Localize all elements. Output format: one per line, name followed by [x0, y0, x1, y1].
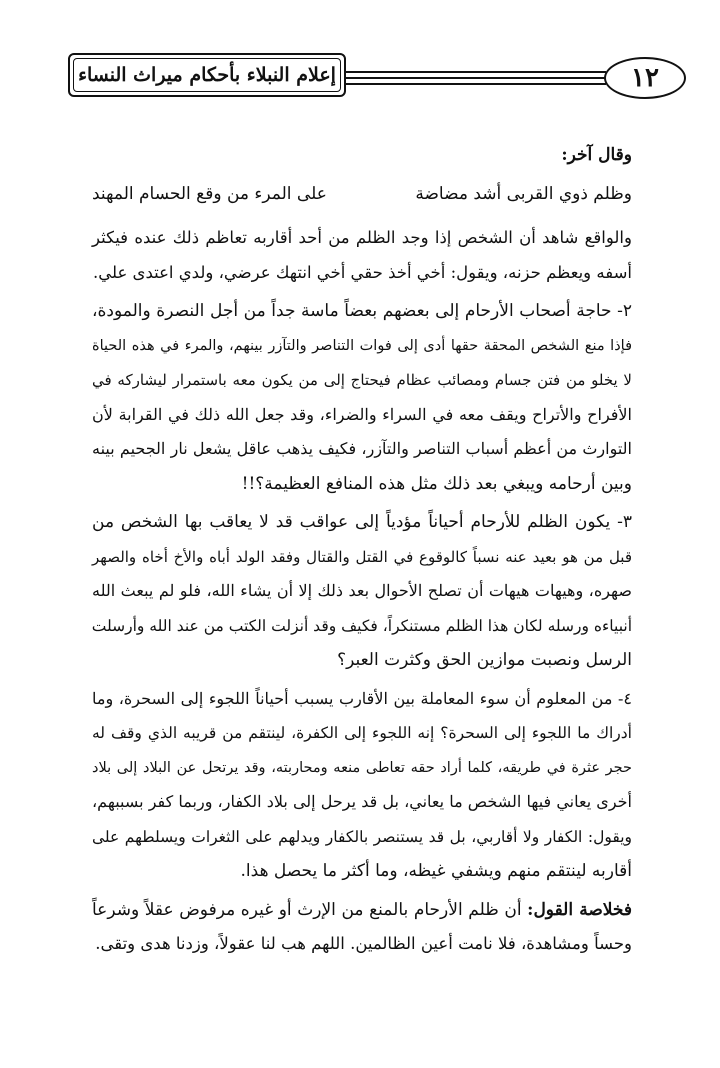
- text-line: فإذا منع الشخص المحقة حقها أدى إلى فوات التناصر والتآزر بينهم، والمرء في هذه الحياة: [92, 337, 632, 354]
- verse-intro: وقال آخر:: [561, 145, 632, 165]
- text-line: قبل من هو بعيد عنه نسباً كالوقوع في القتل والقتال وفقد الولد أباه والأخ أخاه والصهر: [92, 547, 632, 566]
- paragraph: [92, 221, 632, 290]
- header-rule: [346, 83, 606, 85]
- text-line: وحساً ومشاهدة، فلا نامت أعين الظالمين. اللهم هب لنا عقولاً، وزدنا هدى وتقى.: [95, 934, 632, 953]
- text-line: أسفه ويعظم حزنه، ويقول: أخي أخذ حقي أخي انتهك عرضي، ولدي اعتدى علي.: [92, 262, 632, 282]
- conclusion-paragraph: [92, 893, 632, 962]
- text-line: الرسل ونصبت موازين الحق وكثرت العبر؟: [337, 650, 632, 670]
- text-line: لا يخلو من فتن جسام ومصائب عظام فيحتاج إلى من يكون معه باستمرار ليشاركه في: [92, 371, 632, 389]
- running-title: [68, 53, 346, 97]
- page-number: ١٢: [604, 57, 686, 99]
- text-line: ٣- يكون الظلم للأرحام أحياناً مؤدياً إلى عواقب قد لا يعاقب بها الشخص من: [92, 512, 632, 532]
- text-line: أخرى يعاني فيها الشخص ما يعاني، بل قد يرحل إلى بلاد الكفار، وربما كفر بسببهم،: [92, 792, 632, 811]
- book-title: إعلام النبلاء بأحكام ميراث النساء: [78, 64, 336, 86]
- page-header: [0, 0, 720, 110]
- text-line: أقاربه لينتقم منهم ويشفي غيظه، وما أكثر ما يحصل هذا.: [240, 861, 632, 881]
- text-line: حجر عثرة في طريقه، كلما أراد حقه تعاطى منعه ومحاربته، وقد يرتحل عن البلاد إلى بلاد: [92, 759, 632, 776]
- text-line: ويقول: الكفار ولا أقاربي، بل قد يستنصر بالكفار ويدلهم على الثغرات ويسلطهم على: [92, 827, 632, 846]
- text-line: ٤- من المعلوم أن سوء المعاملة بين الأقارب يسبب أحياناً اللجوء إلى السحرة، وما: [92, 688, 632, 708]
- text-line: صهره، وهيهات هيهات أن تصلح الأحوال بعد ذلك إلا أن يشاء الله، فلو لم يبعث الله: [92, 581, 632, 600]
- text-line: أنبياءه ورسله لكان هذا الظلم مستنكراً، فكيف وقد أنزلت الكتب من عند الله وأرسلت: [91, 616, 632, 635]
- page-body: [92, 138, 632, 966]
- poetry-verse: [92, 177, 632, 212]
- text-line: [92, 893, 632, 928]
- text-line: التوارث من أعظم أسباب التناصر والتآزر، فكيف يذهب عاقل يشعل نار الجحيم بينه: [92, 439, 632, 458]
- paragraph: [92, 505, 632, 678]
- text-line: والواقع شاهد أن الشخص إذا وجد الظلم من أحد أقاربه تعاظم ذلك عنده فيكثر: [92, 228, 632, 247]
- header-rule: [346, 77, 606, 79]
- paragraph: [92, 294, 632, 501]
- verse-first-hemistich: وظلم ذوي القربى أشد مضاضة: [415, 183, 632, 204]
- conclusion-label: فخلاصة القول:: [527, 899, 632, 920]
- conclusion-text: أن ظلم الأرحام بالمنع من الإرث أو غيره مرفوض عقلاً وشرعاً: [92, 899, 522, 920]
- text-line: أدراك ما اللجوء إلى السحرة؟ إنه اللجوء إلى الكفرة، لينتقم من قريبه الذي وقف له: [92, 724, 632, 742]
- header-rule: [346, 71, 606, 73]
- text-line: الأفراح والأتراح ويقف معه في السراء والضراء، وقد جعل الله ذلك في القرابة لأن: [92, 404, 632, 424]
- verse-second-hemistich: على المرء من وقع الحسام المهند: [92, 183, 327, 204]
- text-line: وبين أرحامه ويبغي بعد ذلك مثل هذه المنافع العظيمة؟!!: [241, 473, 632, 494]
- text-line: ٢- حاجة أصحاب الأرحام إلى بعضهم بعضاً ماسة جداً من أجل النصرة والمودة،: [92, 301, 632, 321]
- paragraph: [92, 682, 632, 889]
